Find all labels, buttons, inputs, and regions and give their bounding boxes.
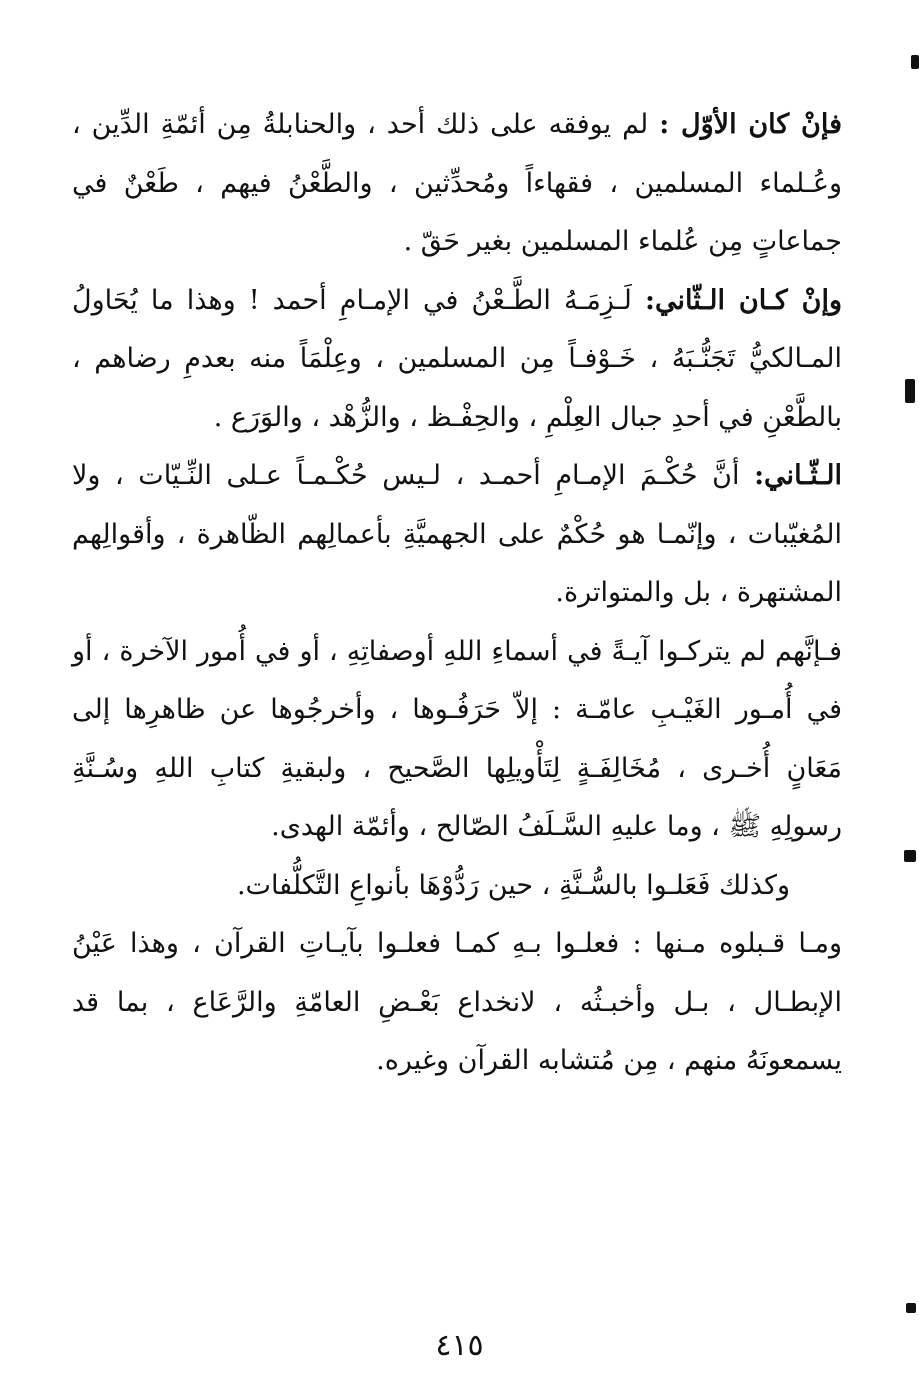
- paragraph-text: وكذلك فَعَلـوا بالسُّـنَّةِ ، حين رَدُّوْهَا بأنواعِ التَّكلُّفات.: [236, 869, 790, 901]
- paragraph-4: [72, 623, 842, 857]
- paragraph-lead: الـثّـاني:: [754, 460, 842, 491]
- paragraph-text: أنَّ حُكْـمَ الإمـامِ أحمـد ، لـيس حُكْـمـاً عـلى النِّـيّات ، ولا المُغيّبات ، وإنّمـا هو حُكْمٌ على الجهميَّةِ بأعمالِهم الظّاهرة ، وأقوالِهم المشتهرة ، بل والمتواترة.: [72, 460, 842, 608]
- edge-mark-2: [905, 379, 915, 403]
- paragraph-lead: وإنْ كـان الـثّاني:: [644, 284, 842, 316]
- paragraph-1: [72, 96, 842, 272]
- edge-mark-4: [906, 1303, 916, 1313]
- paragraph-text: لَـزِمَـهُ الطَّـعْنُ في الإمـامِ أحمد ! وهذا ما يُحَاولُ المـالكيُّ تَجَنُّـبَهُ ، خَـوْفـاً مِن المسلمين ، وعِلْمَاً منه بعدمِ رضاهم ، بالطَّعْنِ في أحدِ جبال العِلْمِ ، والحِفْـظ ، والزُّهْد ، والوَرَع .: [72, 284, 842, 433]
- paragraph-text: لم يوفقه على ذلك أحد ، والحنابلةُ مِن أئمّةِ الدِّين ، وعُـلماء المسلمين ، فقهاءاً ومُحدِّثين ، والطَّعْنُ فيهم ، طَعْنٌ في جماعاتٍ مِن عُلماء المسلمين بغير حَقّ .: [72, 109, 842, 257]
- paragraph-lead: فإنْ كان الأوّل :: [659, 109, 843, 140]
- paragraph-6: [72, 915, 842, 1091]
- page-number: ٤١٥: [435, 1328, 484, 1363]
- paragraph-3: [72, 447, 842, 623]
- edge-mark-3: [904, 850, 916, 862]
- paragraph-text: ومـا قـبلوه مـنها : فعلـوا بـهِ كمـا فعلـوا بآيـاتِ القرآن ، وهذا عَيْنُ الإبطـال ، بـل وأخبـثُه ، لانخداع بَعْـضِ العامّةِ والرَّعَاع ، بما قد يسمعونَهُ منهم ، مِن مُتشابه القرآن وغيره.: [72, 928, 842, 1076]
- edge-mark-1: [911, 55, 919, 69]
- paragraph-2: [72, 272, 842, 448]
- body-text: [72, 96, 842, 1091]
- paragraph-text: فـإنَّهم لم يتركـوا آيـةً في أسماءِ اللهِ أوصفاتِهِ ، أو في أُمور الآخرة ، أو في أُمـور الغَيْـبِ عامّـة : إلاّ حَرَفُـوها ، وأخرجُوها عن ظاهرِها إلى مَعَانٍ أُخـرى ، مُخَالِفَـةٍ لِتَأْويلِها الصَّحيح ، ولبقيةِ كتابِ اللهِ وسُـنَّةِ رسولِهِ ﷺ ، وما عليهِ السَّـلَفُ الصّالح ، وأئمّة الهدى.: [72, 635, 842, 842]
- paragraph-5: [72, 857, 842, 916]
